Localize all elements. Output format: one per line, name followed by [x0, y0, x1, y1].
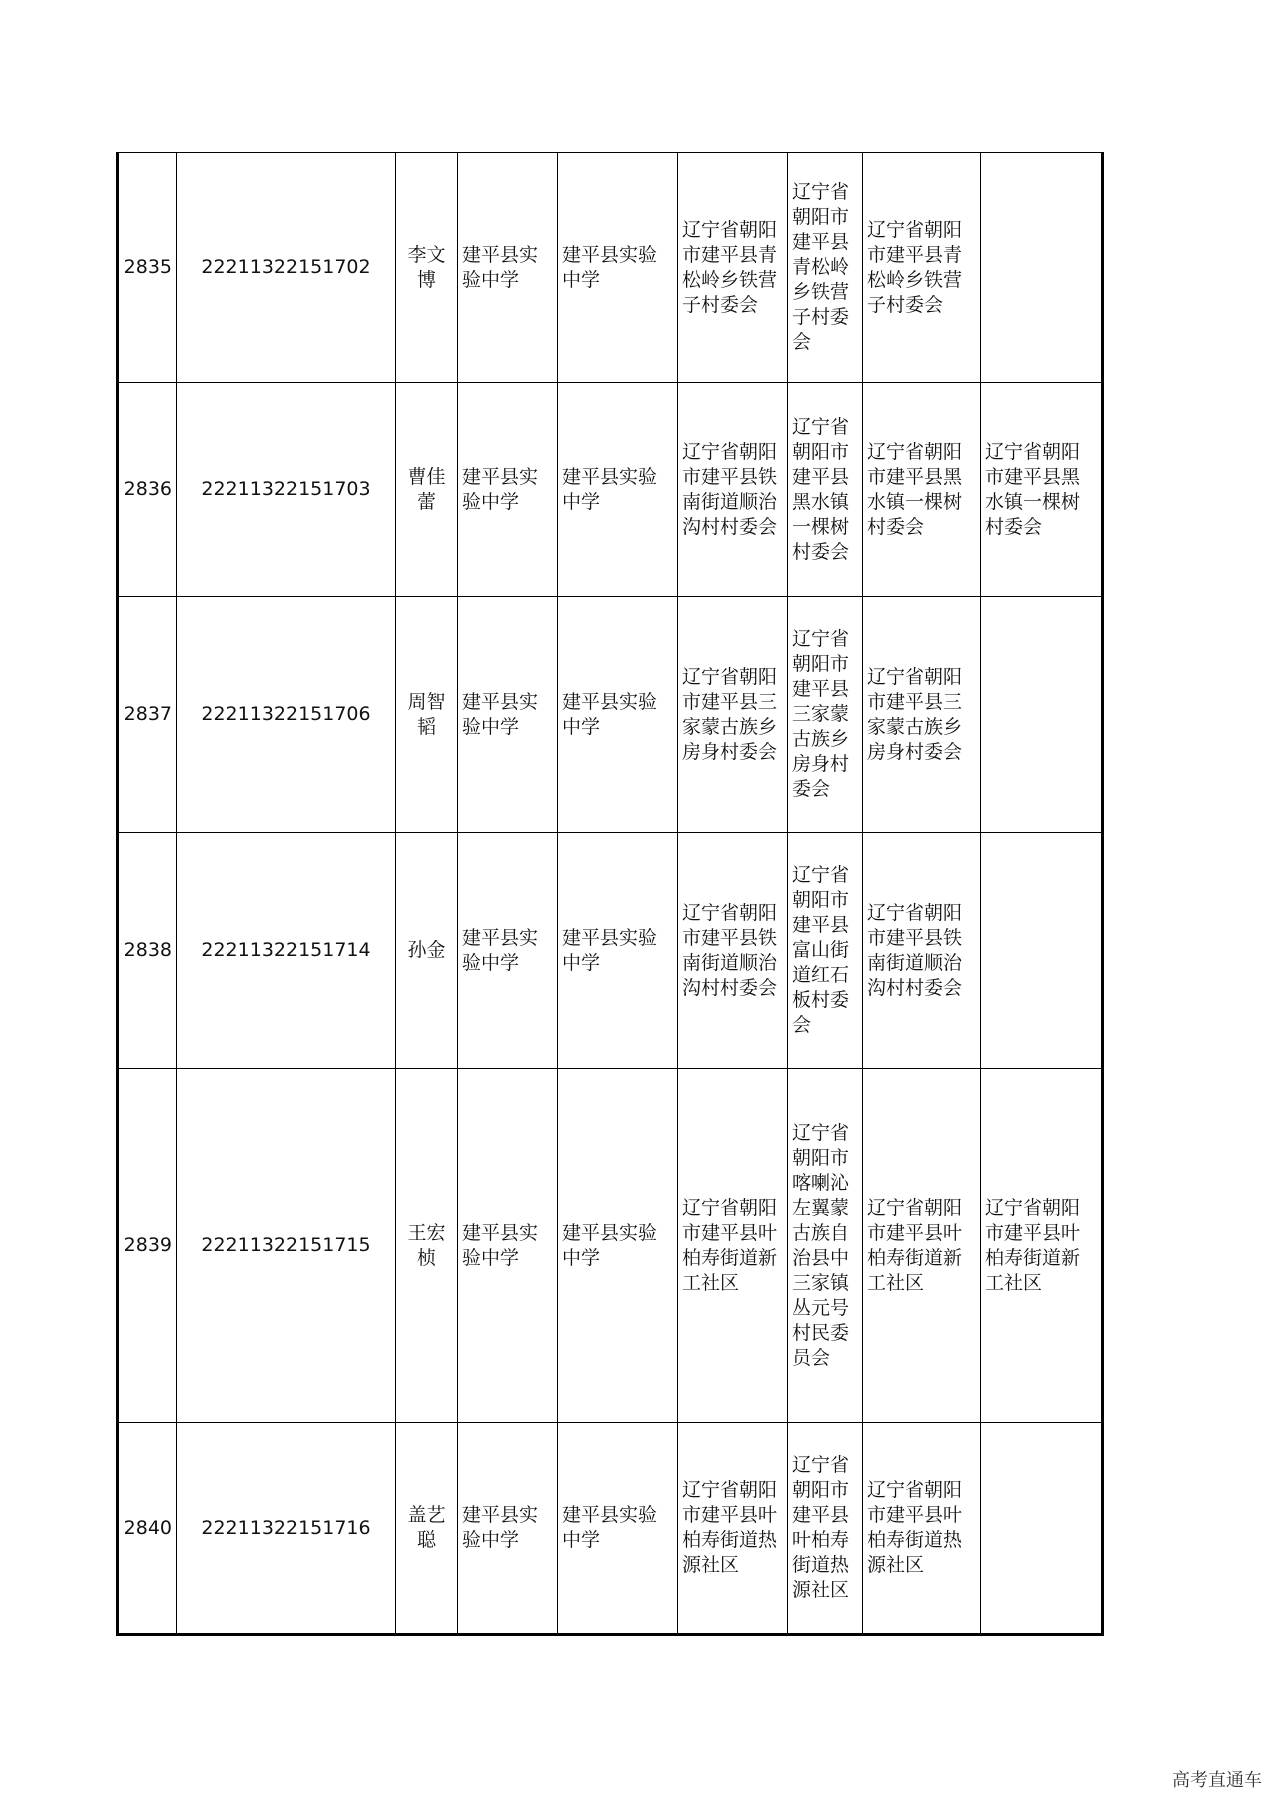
row-number-cell: 2838 [118, 833, 177, 1069]
guardian-address-cell: 辽宁省朝阳市建平县叶柏寿街道新工社区 [981, 1069, 1103, 1423]
school-cell: 建平县实验中学 [458, 1069, 558, 1423]
table-row [118, 1423, 1103, 1635]
home-address-cell: 辽宁省朝阳市建平县叶柏寿街道新工社区 [863, 1069, 981, 1423]
registered-residence-cell: 辽宁省朝阳市喀喇沁左翼蒙古族自治县中三家镇丛元号村民委员会 [788, 1069, 863, 1423]
registered-residence-cell: 辽宁省朝阳市建平县黑水镇一棵树村委会 [788, 383, 863, 597]
table-row [118, 153, 1103, 383]
registered-residence-cell: 辽宁省朝阳市建平县富山街道红石板村委会 [788, 833, 863, 1069]
guardian-address-cell [981, 153, 1103, 383]
name-cell: 王宏桢 [396, 1069, 458, 1423]
registered-residence-cell: 辽宁省朝阳市建平县叶柏寿街道热源社区 [788, 1423, 863, 1635]
student-record-table [116, 152, 1104, 1636]
exam-id-cell: 22211322151715 [177, 1069, 396, 1423]
address-cell: 辽宁省朝阳市建平县叶柏寿街道新工社区 [678, 1069, 788, 1423]
name-cell: 周智韬 [396, 597, 458, 833]
address-cell: 辽宁省朝阳市建平县铁南街道顺治沟村村委会 [678, 383, 788, 597]
address-cell: 辽宁省朝阳市建平县青松岭乡铁营子村委会 [678, 153, 788, 383]
home-address-cell: 辽宁省朝阳市建平县叶柏寿街道热源社区 [863, 1423, 981, 1635]
row-number-cell: 2836 [118, 383, 177, 597]
registered-residence-cell: 辽宁省朝阳市建平县青松岭乡铁营子村委会 [788, 153, 863, 383]
guardian-address-cell: 辽宁省朝阳市建平县黑水镇一棵树村委会 [981, 383, 1103, 597]
graduation-school-cell: 建平县实验中学 [558, 597, 678, 833]
graduation-school-cell: 建平县实验中学 [558, 153, 678, 383]
exam-id-cell: 22211322151706 [177, 597, 396, 833]
address-cell: 辽宁省朝阳市建平县叶柏寿街道热源社区 [678, 1423, 788, 1635]
name-cell: 李文博 [396, 153, 458, 383]
registered-residence-cell: 辽宁省朝阳市建平县三家蒙古族乡房身村委会 [788, 597, 863, 833]
address-cell: 辽宁省朝阳市建平县铁南街道顺治沟村村委会 [678, 833, 788, 1069]
guardian-address-cell [981, 597, 1103, 833]
school-cell: 建平县实验中学 [458, 383, 558, 597]
watermark-text: 高考直通车 [1172, 1770, 1262, 1791]
school-cell: 建平县实验中学 [458, 833, 558, 1069]
row-number-cell: 2839 [118, 1069, 177, 1423]
table-row [118, 833, 1103, 1069]
home-address-cell: 辽宁省朝阳市建平县铁南街道顺治沟村村委会 [863, 833, 981, 1069]
graduation-school-cell: 建平县实验中学 [558, 383, 678, 597]
name-cell: 曹佳蕾 [396, 383, 458, 597]
table-row [118, 383, 1103, 597]
row-number-cell: 2837 [118, 597, 177, 833]
name-cell: 孙金 [396, 833, 458, 1069]
table-row [118, 1069, 1103, 1423]
exam-id-cell: 22211322151702 [177, 153, 396, 383]
guardian-address-cell [981, 833, 1103, 1069]
name-cell: 盖艺聪 [396, 1423, 458, 1635]
guardian-address-cell [981, 1423, 1103, 1635]
school-cell: 建平县实验中学 [458, 153, 558, 383]
home-address-cell: 辽宁省朝阳市建平县三家蒙古族乡房身村委会 [863, 597, 981, 833]
address-cell: 辽宁省朝阳市建平县三家蒙古族乡房身村委会 [678, 597, 788, 833]
row-number-cell: 2835 [118, 153, 177, 383]
graduation-school-cell: 建平县实验中学 [558, 1423, 678, 1635]
exam-id-cell: 22211322151703 [177, 383, 396, 597]
school-cell: 建平县实验中学 [458, 597, 558, 833]
exam-id-cell: 22211322151716 [177, 1423, 396, 1635]
row-number-cell: 2840 [118, 1423, 177, 1635]
graduation-school-cell: 建平县实验中学 [558, 1069, 678, 1423]
home-address-cell: 辽宁省朝阳市建平县黑水镇一棵树村委会 [863, 383, 981, 597]
school-cell: 建平县实验中学 [458, 1423, 558, 1635]
home-address-cell: 辽宁省朝阳市建平县青松岭乡铁营子村委会 [863, 153, 981, 383]
graduation-school-cell: 建平县实验中学 [558, 833, 678, 1069]
exam-id-cell: 22211322151714 [177, 833, 396, 1069]
table-row [118, 597, 1103, 833]
